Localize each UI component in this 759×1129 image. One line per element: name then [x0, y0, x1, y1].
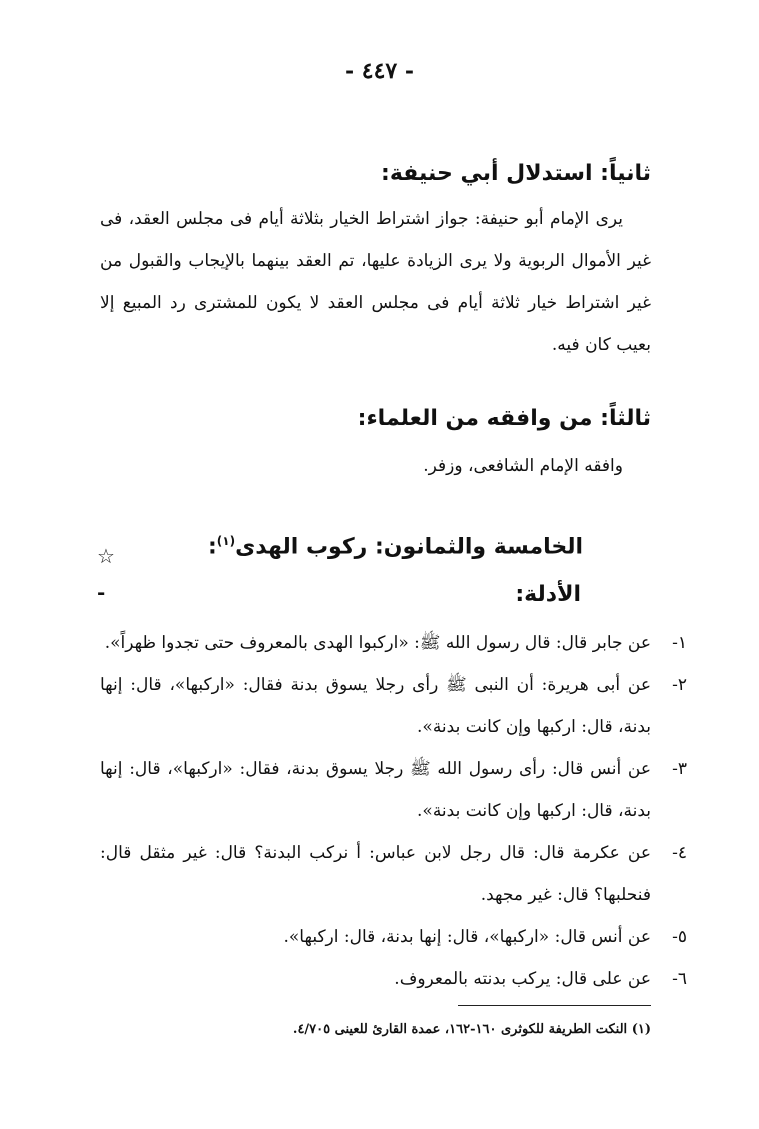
issue-colon: : [207, 534, 217, 560]
dash-marker: - [97, 580, 106, 604]
evidence-number: ٥- [672, 927, 687, 947]
issue-heading [97, 534, 651, 568]
footnote: (١) النكت الطريفة للكوثرى ١٦٠-١٦٢، عمدة القارئ للعينى ٤/٧٠٥. [292, 1022, 651, 1037]
page-number: - ٤٤٧ - [344, 58, 415, 84]
issue-title-wrap [208, 534, 583, 559]
evidence-text: عن أنس قال: رأى رسول الله ﷺ رجلا يسوق بدنة، فقال: «اركبها»، قال: إنها بدنة، قال: اركبها وإن كانت بدنة». [100, 759, 651, 821]
issue-title: الخامسة والثمانون: ركوب الهدى [235, 534, 583, 560]
section-two-paragraph: يرى الإمام أبو حنيفة: جواز اشتراط الخيار بثلاثة أيام فى مجلس العقد، فى غير الأموال الربوية ولا يرى الزيادة عليها، تم العقد بينهما بالإيجاب والقبول من غير اشتراط خيار ثلاثة أيام فى مجلس العقد لا يكون للمشترى رد المبيع إلا بعيب كان فيه. [100, 209, 652, 355]
section-three-paragraph: وافقه الإمام الشافعى، وزفر. [423, 456, 623, 476]
evidence-item [100, 832, 687, 916]
evidence-item [100, 622, 687, 664]
evidence-item [100, 664, 687, 748]
star-icon: ☆ [97, 544, 115, 568]
evidence-heading [97, 580, 651, 607]
footnote-reference: (١) [216, 534, 236, 548]
evidence-item [100, 958, 687, 1000]
evidence-text: عن جابر قال: قال رسول الله ﷺ: «اركبوا الهدى بالمعروف حتى تجدوا ظهراً». [104, 633, 651, 653]
evidence-text: عن على قال: يركب بدنته بالمعروف. [394, 969, 651, 989]
evidence-number: ٢- [672, 675, 687, 695]
evidence-number: ٤- [672, 843, 687, 863]
footnote-divider [458, 1005, 651, 1006]
evidence-number: ٣- [672, 759, 687, 779]
evidence-number: ٦- [672, 969, 687, 989]
section-three-heading: ثالثاً: من وافقه من العلماء: [357, 406, 651, 431]
evidence-list [100, 622, 687, 1000]
evidence-item [100, 916, 687, 958]
evidence-text: عن عكرمة قال: قال رجل لابن عباس: أ نركب البدنة؟ قال: غير مثقل قال: فنحلبها؟ قال: غير مجهد. [100, 843, 651, 905]
evidence-text: عن أبى هريرة: أن النبى ﷺ رأى رجلا يسوق بدنة فقال: «اركبها»، قال: إنها بدنة، قال: اركبها وإن كانت بدنة». [100, 675, 651, 737]
evidence-number: ١- [672, 633, 687, 653]
evidence-title: الأدلة: [515, 582, 581, 607]
evidence-text: عن أنس قال: «اركبها»، قال: إنها بدنة، قال: اركبها». [283, 927, 651, 947]
evidence-item [100, 748, 687, 832]
section-two-heading: ثانياً: استدلال أبي حنيفة: [381, 161, 651, 186]
